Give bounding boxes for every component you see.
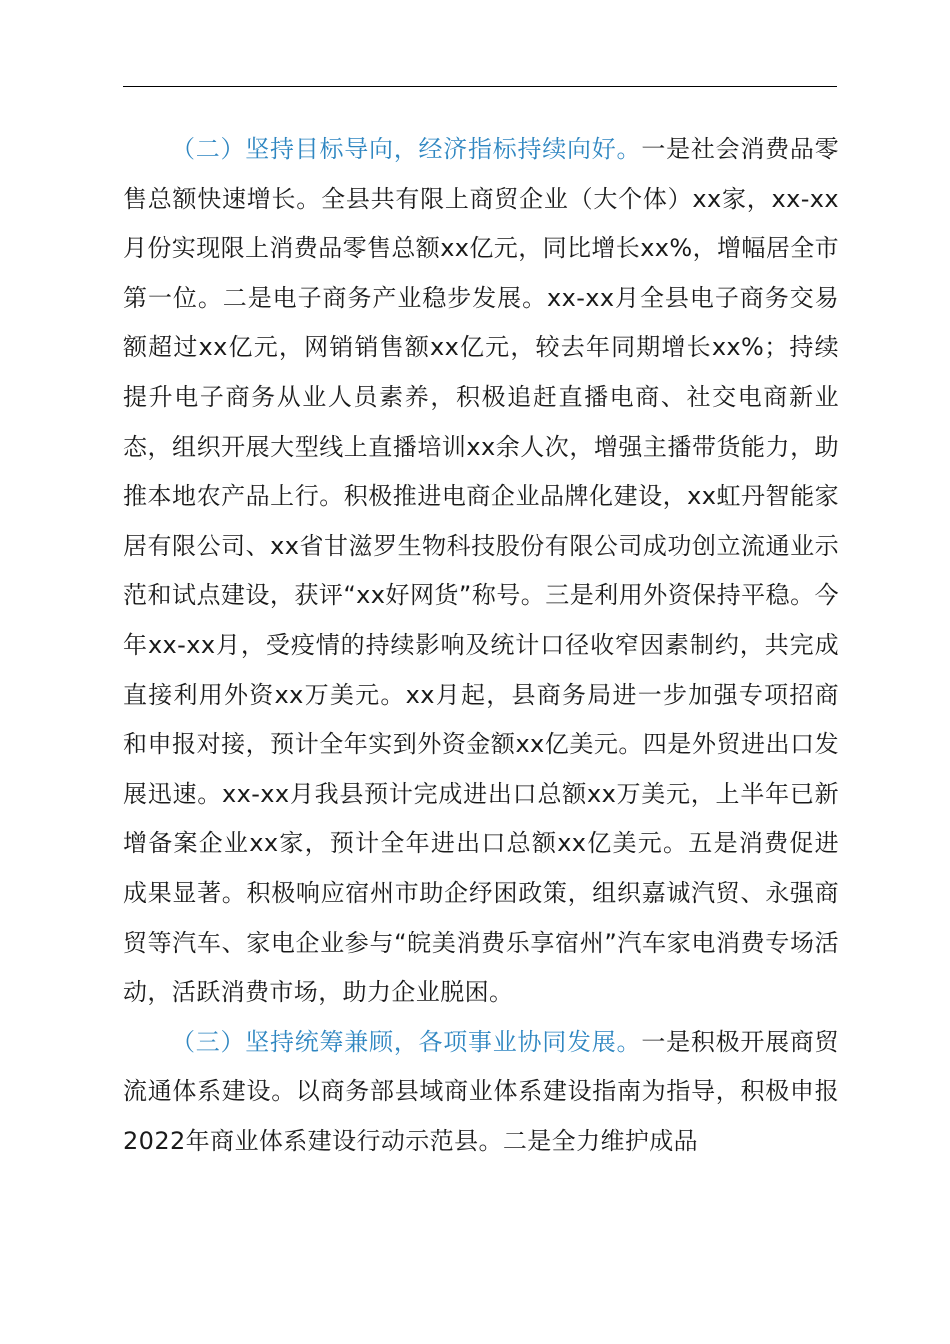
paragraph-section-3 — [123, 1018, 839, 1167]
header-rule — [123, 86, 837, 87]
paragraph-section-2 — [123, 125, 839, 1018]
document-body — [123, 125, 839, 1166]
paragraph-body-3: 一是积极开展商贸流通体系建设。以商务部县域商业体系建设指南为指导，积极申报2022年商业体系建设行动示范县。二是全力维护成品 — [123, 1027, 839, 1155]
paragraph-body-2: 一是社会消费品零售总额快速增长。全县共有限上商贸企业（大个体）xx家，xx-xx月份实现限上消费品零售总额xx亿元，同比增长xx%，增幅居全市第一位。二是电子商务产业稳步发展。xx-xx月全县电子商务交易额超过xx亿元，网销销售额xx亿元，较去年同期增长xx%；持续提升电子商务从业人员素养，积极追赶直播电商、社交电商新业态，组织开展大型线上直播培训xx余人次，增强主播带货能力，助推本地农产品上行。积极推进电商企业品牌化建设，xx虹丹智能家居有限公司、xx省甘滋罗生物科技股份有限公司成功创立流通业示范和试点建设，获评“xx好网货”称号。三是利用外资保持平稳。今年xx-xx月，受疫情的持续影响及统计口径收窄因素制约，共完成直接利用外资xx万美元。xx月起，县商务局进一步加强专项招商和申报对接，预计全年实到外资金额xx亿美元。四是外贸进出口发展迅速。xx-xx月我县预计完成进出口总额xx万美元，上半年已新增备案企业xx家，预计全年进出口总额xx亿美元。五是消费促进成果显著。积极响应宿州市助企纾困政策，组织嘉诚汽贸、永强商贸等汽车、家电企业参与“皖美消费乐享宿州”汽车家电消费专场活动，活跃消费市场，助力企业脱困。 — [123, 135, 840, 1007]
section-heading-3: （三）坚持统筹兼顾，各项事业协同发展。 — [171, 1027, 642, 1056]
section-heading-2: （二）坚持目标导向，经济指标持续向好。 — [171, 135, 642, 163]
